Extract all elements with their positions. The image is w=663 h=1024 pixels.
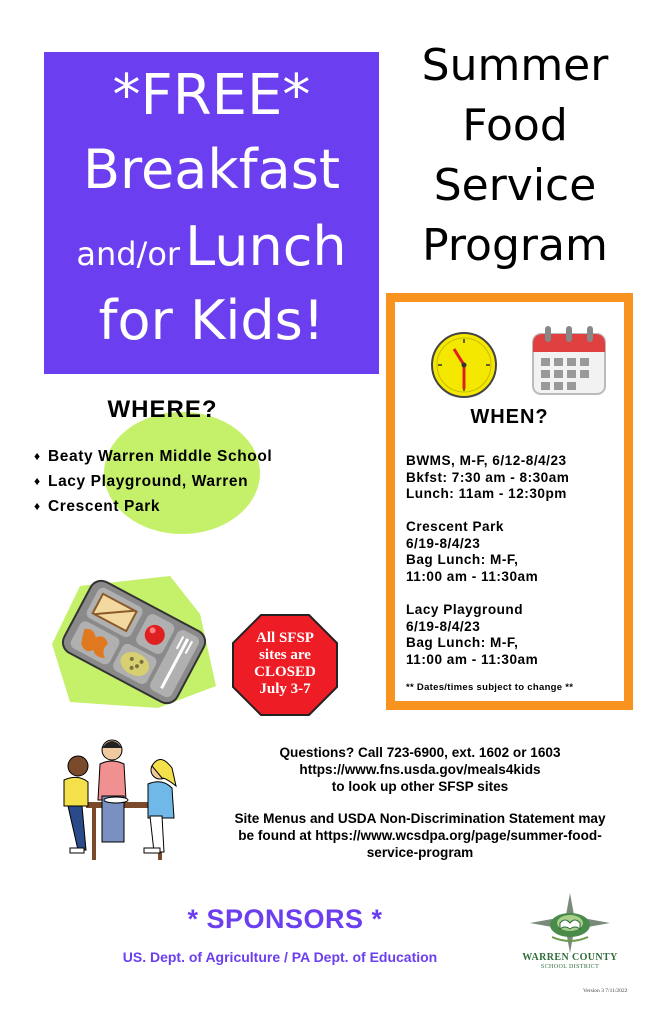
where-list bbox=[34, 448, 314, 523]
when-block-lacy-playground bbox=[406, 602, 538, 668]
program-title-line: Service bbox=[433, 160, 597, 211]
banner-and-or: and/or bbox=[76, 235, 181, 273]
banner-line-kids: for Kids! bbox=[98, 289, 325, 352]
version-label: Version 3 7/11/2022 bbox=[583, 988, 628, 994]
when-line: Bkfst: 7:30 am - 8:30am bbox=[406, 469, 570, 485]
free-meals-banner bbox=[44, 52, 379, 374]
closed-notice-line: CLOSED bbox=[254, 664, 316, 680]
banner-lunch: Lunch bbox=[185, 215, 347, 278]
site-menus-line: service-program bbox=[366, 845, 474, 860]
sponsors-heading: * SPONSORS * bbox=[187, 904, 383, 934]
where-item-label: Lacy Playground, Warren bbox=[48, 473, 249, 490]
when-line: 6/19-8/4/23 bbox=[406, 535, 481, 551]
when-line: 11:00 am - 11:30am bbox=[406, 651, 539, 667]
when-line: Lunch: 11am - 12:30pm bbox=[406, 486, 567, 501]
where-item-label: Crescent Park bbox=[48, 498, 161, 515]
where-item-label: Beaty Warren Middle School bbox=[48, 448, 273, 465]
site-menus-line: Site Menus and USDA Non-Discrimination Statement may bbox=[234, 811, 606, 826]
banner-line-free: *FREE* bbox=[112, 63, 311, 128]
questions-phone: Questions? Call 723-6900, ext. 1602 or 1603 bbox=[279, 745, 561, 760]
diamond-bullet-icon: ♦ bbox=[34, 499, 41, 513]
school-district-logo bbox=[530, 893, 610, 953]
when-heading: WHEN? bbox=[470, 406, 549, 428]
when-disclaimer: ** Dates/times subject to change ** bbox=[406, 682, 574, 693]
questions-url: https://www.fns.usda.gov/meals4kids bbox=[299, 762, 541, 777]
calendar-icon bbox=[529, 324, 609, 398]
when-block-bwms bbox=[406, 453, 569, 503]
sponsors-list: US. Dept. of Agriculture / PA Dept. of Education bbox=[122, 949, 438, 965]
where-item bbox=[34, 498, 314, 515]
where-heading: WHERE? bbox=[107, 396, 218, 423]
when-line: Bag Lunch: M-F, bbox=[406, 552, 519, 567]
diamond-bullet-icon: ♦ bbox=[34, 474, 41, 488]
when-schedule-box bbox=[386, 293, 633, 710]
closed-notice-text bbox=[231, 630, 339, 698]
closed-notice-line: All SFSP bbox=[256, 630, 314, 646]
closed-notice-line: July 3-7 bbox=[259, 681, 311, 697]
logo-name: WARREN COUNTY bbox=[522, 952, 618, 963]
logo-subname: SCHOOL DISTRICT bbox=[540, 964, 600, 970]
diamond-bullet-icon: ♦ bbox=[34, 449, 41, 463]
questions-info bbox=[200, 744, 640, 861]
where-item bbox=[34, 473, 314, 490]
when-line: BWMS, M-F, 6/12-8/4/23 bbox=[406, 453, 567, 468]
when-line: Crescent Park bbox=[406, 519, 504, 534]
kids-eating-illustration bbox=[56, 736, 190, 868]
clock-icon bbox=[428, 329, 500, 401]
when-line: Lacy Playground bbox=[406, 602, 524, 617]
banner-line-breakfast: Breakfast bbox=[82, 138, 341, 201]
banner-line-lunch bbox=[44, 214, 379, 293]
program-title-line: Summer bbox=[421, 40, 609, 91]
questions-lookup: to look up other SFSP sites bbox=[331, 779, 509, 794]
site-menus-line: be found at https://www.wcsdpa.org/page/summer-food- bbox=[238, 828, 602, 843]
lunch-tray-icon bbox=[50, 574, 218, 714]
when-line: 11:00 am - 11:30am bbox=[406, 568, 539, 584]
program-title-line: Food bbox=[462, 100, 568, 151]
when-block-crescent-park bbox=[406, 519, 538, 585]
program-title bbox=[390, 36, 640, 276]
where-item bbox=[34, 448, 314, 465]
when-line: 6/19-8/4/23 bbox=[406, 618, 481, 634]
when-line: Bag Lunch: M-F, bbox=[406, 635, 519, 650]
program-title-line: Program bbox=[422, 220, 608, 271]
closed-notice-line: sites are bbox=[259, 647, 311, 663]
